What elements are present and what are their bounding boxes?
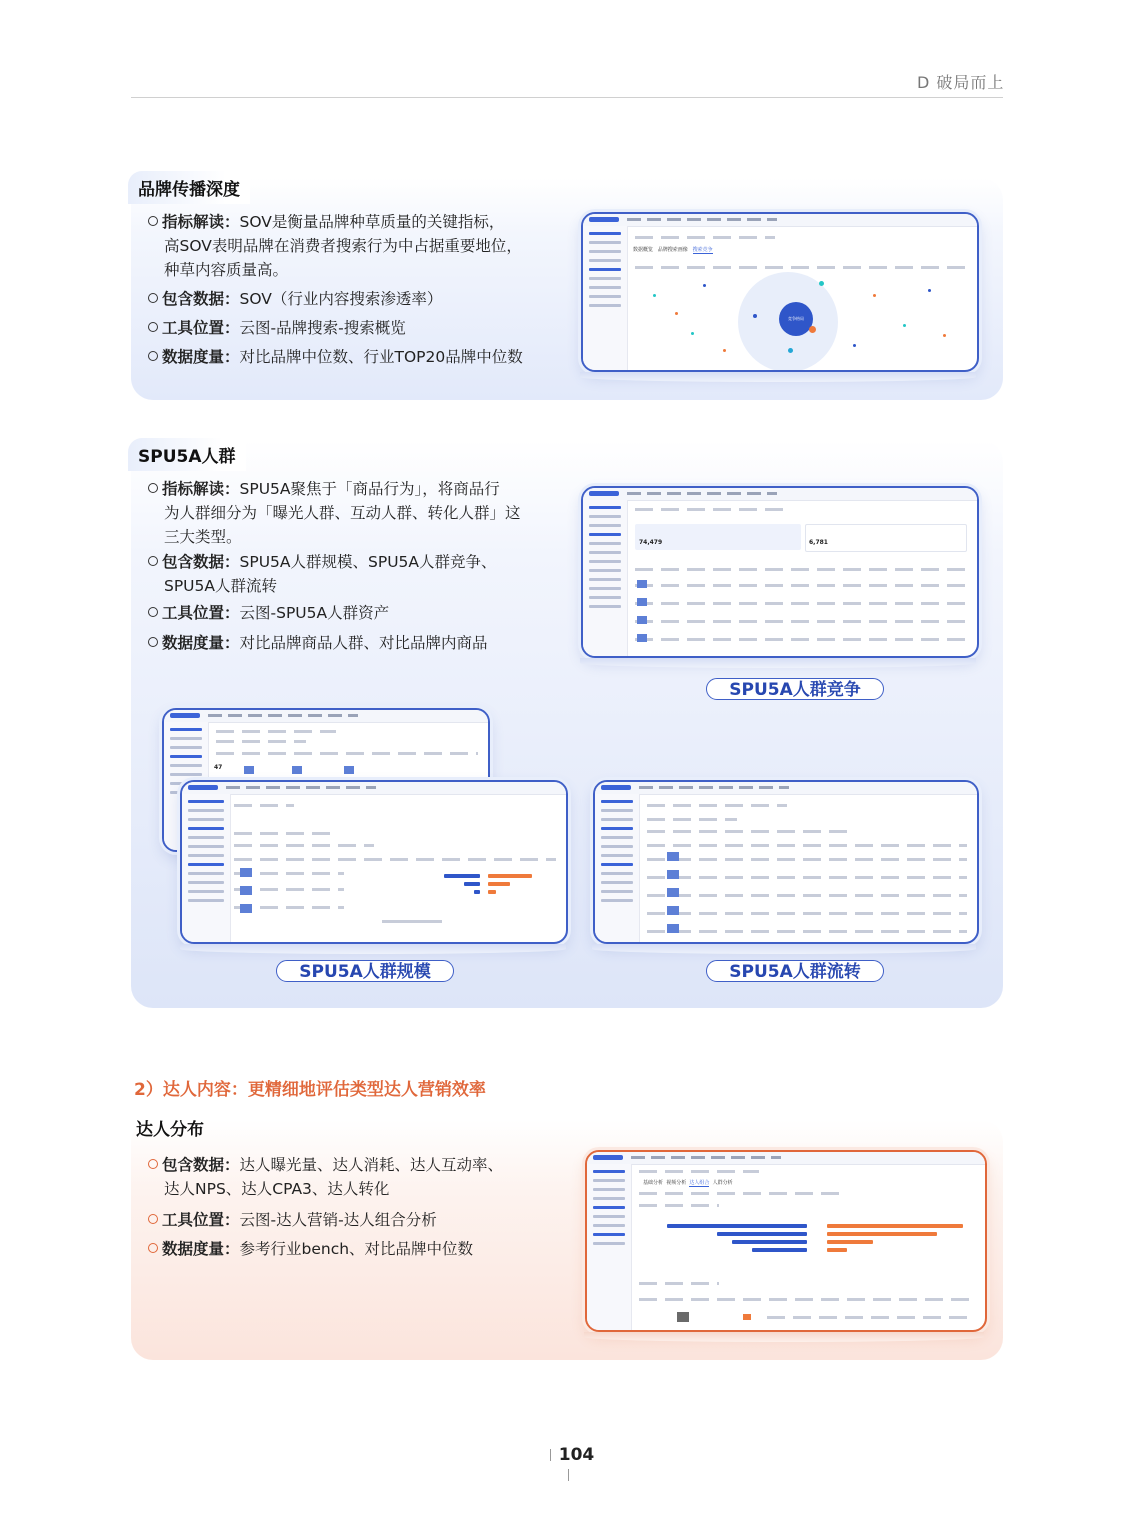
bullet-text: SOV（行业内容搜索渗透率） [239, 290, 443, 308]
section-title-brand-depth: 品牌传播深度 [128, 171, 250, 204]
bullet-text-cont: SPU5A人群流转 [164, 577, 277, 595]
bullet-text: 云图-达人营销-达人组合分析 [239, 1211, 437, 1229]
caption-spu5a-scale: SPU5A人群规模 [276, 960, 454, 982]
bullet-text: SOV是衡量品牌种草质量的关键指标， [239, 213, 505, 231]
tab-video-analysis: 视频分析 [666, 1180, 687, 1186]
tab-search-profile: 品牌搜索画像 [657, 247, 688, 253]
caption-spu5a-flow: SPU5A人群流转 [706, 960, 884, 982]
tab-overview: 数据概览 [633, 247, 654, 253]
bullet-text-cont: 三大类型。 [164, 528, 242, 546]
page-number-text: 104 [558, 1445, 595, 1465]
screenshot-shadow [584, 1332, 984, 1342]
bullet-circle-icon [148, 1214, 158, 1224]
bullet-circle-icon [148, 351, 158, 361]
tab-influencer-mix: 达人组合 [689, 1180, 710, 1186]
bullet-circle-icon [148, 293, 158, 303]
bullet-text-cont: 种草内容质量高。 [164, 261, 289, 279]
screenshot-shadow [592, 944, 976, 954]
bullet-label: 数据度量： [162, 1240, 240, 1258]
bullet-circle-icon [148, 1159, 158, 1169]
screenshot-shadow [580, 372, 976, 382]
screenshot-spu5a-competition [581, 486, 979, 658]
bullet-tool-location [148, 1208, 568, 1232]
bullet-label: 包含数据： [162, 290, 240, 308]
metric-value-1: 74,479 [639, 539, 663, 546]
header-divider [131, 97, 1003, 98]
bullet-label: 包含数据： [162, 553, 240, 571]
section-title-influencer: 达人分布 [136, 1120, 204, 1140]
bullet-label: 工具位置： [162, 1211, 240, 1229]
bullet-text: 达人曝光量、达人消耗、达人互动率、 [239, 1156, 504, 1174]
bullet-tool-location [148, 316, 568, 340]
subheading-influencer-content: 2）达人内容：更精细地评估类型达人营销效率 [134, 1080, 486, 1100]
metric-value-2: 6,781 [809, 539, 828, 546]
screenshot-spu5a-scale [180, 780, 568, 944]
screenshot-shadow [580, 658, 976, 668]
bullet-circle-icon [148, 556, 158, 566]
competition-bubble: 竞争格局 [779, 302, 813, 336]
bullet-circle-icon [148, 607, 158, 617]
bullet-metrics [148, 631, 568, 655]
bullet-text: 对比品牌中位数、行业TOP20品牌中位数 [239, 348, 523, 366]
bullet-circle-icon [148, 483, 158, 493]
tab-audience-analysis: 人群分析 [712, 1180, 733, 1186]
bullet-text: 参考行业bench、对比品牌中位数 [239, 1240, 474, 1258]
bullet-text-cont: 高SOV表明品牌在消费者搜索行为中占据重要地位， [164, 237, 522, 255]
bullet-data [148, 550, 568, 598]
tab-search-competition: 搜索竞争 [692, 247, 713, 253]
header-chapter-title: D 破局而上 [917, 73, 1005, 92]
metric-value-3: 47 [214, 764, 223, 771]
bullet-text: SPU5A人群规模、SPU5A人群竞争、 [239, 553, 497, 571]
caption-spu5a-competition: SPU5A人群竞争 [706, 678, 884, 700]
bullet-text-cont: 为人群细分为「曝光人群、互动人群、转化人群」这 [164, 504, 521, 522]
bullet-label: 工具位置： [162, 319, 240, 337]
bullet-text: 云图-SPU5A人群资产 [239, 604, 390, 622]
bullet-data [148, 1153, 568, 1201]
bullet-label: 工具位置： [162, 604, 240, 622]
bullet-text: 云图-品牌搜索-搜索概览 [239, 319, 406, 337]
bullet-label: 指标解读： [162, 213, 240, 231]
bullet-definition [148, 477, 568, 549]
bullet-circle-icon [148, 216, 158, 226]
bullet-circle-icon [148, 637, 158, 647]
bullet-circle-icon [148, 322, 158, 332]
page-number [538, 1445, 598, 1485]
bullet-label: 指标解读： [162, 480, 240, 498]
bullet-label: 数据度量： [162, 348, 240, 366]
bullet-definition [148, 210, 568, 282]
bullet-metrics [148, 1237, 568, 1261]
screenshot-influencer-analysis [585, 1150, 987, 1332]
tab-basic-analysis: 基础分析 [643, 1180, 664, 1186]
bullet-text-cont: 达人NPS、达人CPA3、达人转化 [164, 1180, 390, 1198]
bullet-metrics [148, 345, 578, 369]
bullet-tool-location [148, 601, 568, 625]
screenshot-spu5a-flow [593, 780, 979, 944]
bullet-label: 包含数据： [162, 1156, 240, 1174]
bullet-text: SPU5A聚焦于「商品行为」，将商品行 [239, 480, 500, 498]
screenshot-shadow [180, 944, 566, 954]
section-title-spu5a: SPU5A人群 [128, 438, 246, 471]
bullet-circle-icon [148, 1243, 158, 1253]
bullet-label: 数据度量： [162, 634, 240, 652]
bullet-data [148, 287, 568, 311]
bullet-text: 对比品牌商品人群、对比品牌内商品 [239, 634, 488, 652]
screenshot-search-competition [581, 212, 979, 372]
